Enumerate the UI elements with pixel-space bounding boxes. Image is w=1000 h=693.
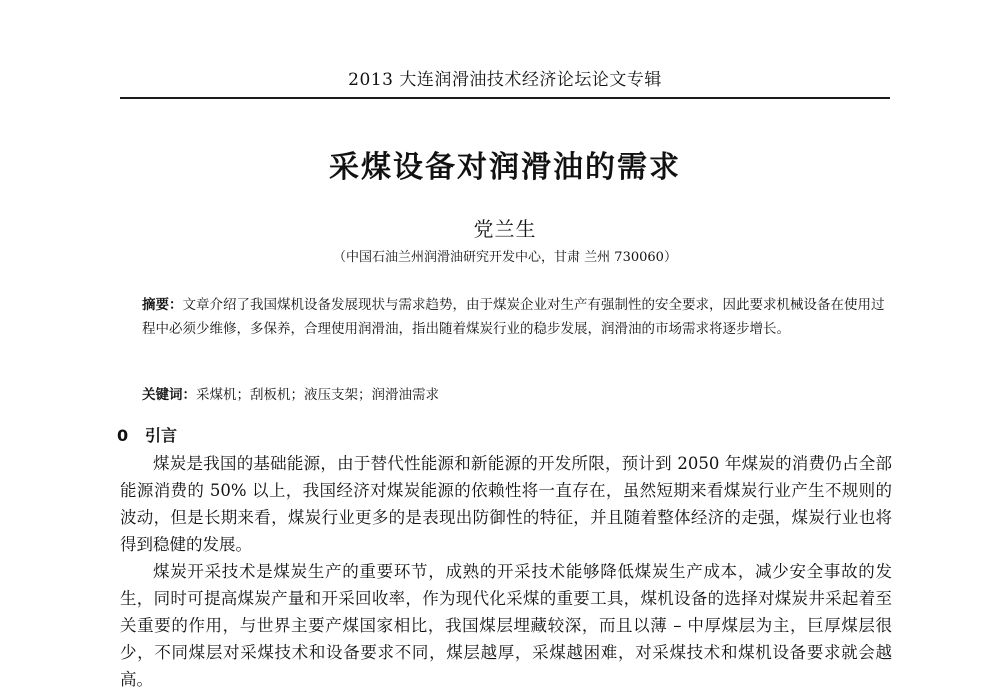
abstract-text: 文章介绍了我国煤机设备发展现状与需求趋势，由于煤炭企业对生产有强制性的安全要求，因此要求机械设备在使用过程中必须少维修，多保养，合理使用润滑油，指出随着煤炭行业的稳步发展，润滑油的市场需求将逐步增长。 — [142, 297, 885, 337]
keywords-text: 采煤机；刮板机；液压支架；润滑油需求 — [196, 387, 439, 403]
body-paragraph: 煤炭开采技术是煤炭生产的重要环节，成熟的开采技术能够降低煤炭生产成本，减少安全事故的发生，同时可提高煤炭产量和开采回收率，作为现代化采煤的重要工具，煤机设备的选择对煤炭井采起着至关重要的作用，与世界主要产煤国家相比，我国煤层埋藏较深，而且以薄 – 中厚煤层为主，巨厚煤层很少，不同煤层对采煤技术和设备要求不同，煤层越厚，采煤越困难，对采煤技术和煤机设备要求就会越高。 — [120, 562, 892, 689]
article-title: 采煤设备对润滑油的需求 — [329, 150, 681, 185]
abstract-label: 摘要： — [142, 297, 183, 313]
section-heading — [117, 425, 177, 447]
section-title: 引言 — [145, 426, 178, 445]
body-paragraph: 煤炭是我国的基础能源，由于替代性能源和新能源的开发所限，预计到 2050 年煤炭的消费仍占全部能源消费的 50% 以上，我国经济对煤炭能源的依赖性将一直存在，虽然短期来看煤炭行业产生不规则的波动，但是长期来看，煤炭行业更多的是表现出防御性的特征，并且随着整体经济的走强，煤炭行业也将得到稳健的发展。 — [120, 454, 892, 554]
header-divider — [120, 97, 890, 99]
section-number: 0 — [117, 426, 129, 445]
running-header: 2013 大连润滑油技术经济论坛论文专辑 — [348, 70, 662, 90]
author-affiliation: （中国石油兰州润滑油研究开发中心，甘肃 兰州 730060） — [333, 250, 677, 265]
keywords-label: 关键词： — [142, 387, 196, 403]
section-body — [120, 450, 892, 693]
keywords — [142, 384, 890, 406]
abstract — [142, 293, 890, 341]
article-author: 党兰生 — [473, 217, 537, 241]
